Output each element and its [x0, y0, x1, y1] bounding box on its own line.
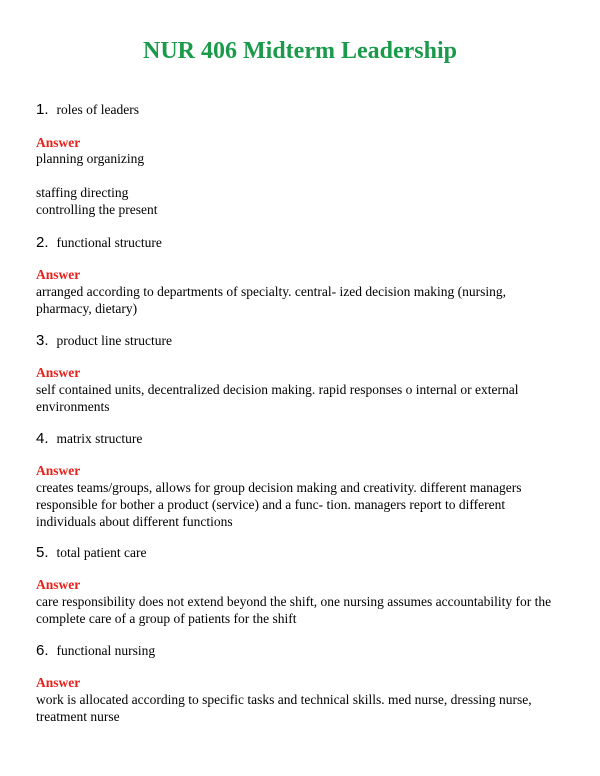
answer-label: Answer [36, 365, 81, 380]
answer-label: Answer [36, 267, 81, 282]
answer-label: Answer [36, 135, 81, 150]
answer-text: arranged according to departments of specialty. central- ized decision making (nursing, pharmacy, dietary) [36, 284, 506, 316]
question-text: functional structure [56, 235, 162, 250]
answer-text: care responsibility does not extend beyond the shift, one nursing assumes accountability for the complete care of a group of patients for the shift [36, 594, 552, 626]
page-title: NUR 406 Midterm Leadership [143, 38, 457, 64]
question-number: 6. [36, 642, 49, 659]
question-6 [36, 642, 566, 659]
question-4 [36, 430, 566, 447]
answer-text: creates teams/groups, allows for group decision making and creativity. different managers responsible for bother a product (service) and a func- tion. managers report to different individuals about different functions [36, 480, 522, 529]
question-number: 1. [36, 101, 49, 118]
question-text: functional nursing [56, 643, 156, 658]
question-number: 3. [36, 332, 49, 349]
question-5 [36, 544, 566, 561]
question-3 [36, 332, 566, 349]
question-1 [36, 101, 566, 118]
question-text: product line structure [56, 333, 172, 348]
question-text: roles of leaders [56, 102, 139, 117]
question-number: 4. [36, 430, 49, 447]
answer-text: self contained units, decentralized decision making. rapid responses o internal or external environments [36, 382, 519, 414]
answer-text: work is allocated according to specific tasks and technical skills. med nurse, dressing nurse, treatment nurse [36, 692, 532, 724]
answer-text: planning organizing staffing directing controlling the present [36, 151, 158, 217]
question-text: matrix structure [56, 431, 143, 446]
question-number: 2. [36, 234, 49, 251]
question-2 [36, 234, 566, 251]
answer-label: Answer [36, 463, 81, 478]
answer-label: Answer [36, 577, 81, 592]
answer-label: Answer [36, 675, 81, 690]
question-number: 5. [36, 544, 49, 561]
question-text: total patient care [56, 545, 147, 560]
